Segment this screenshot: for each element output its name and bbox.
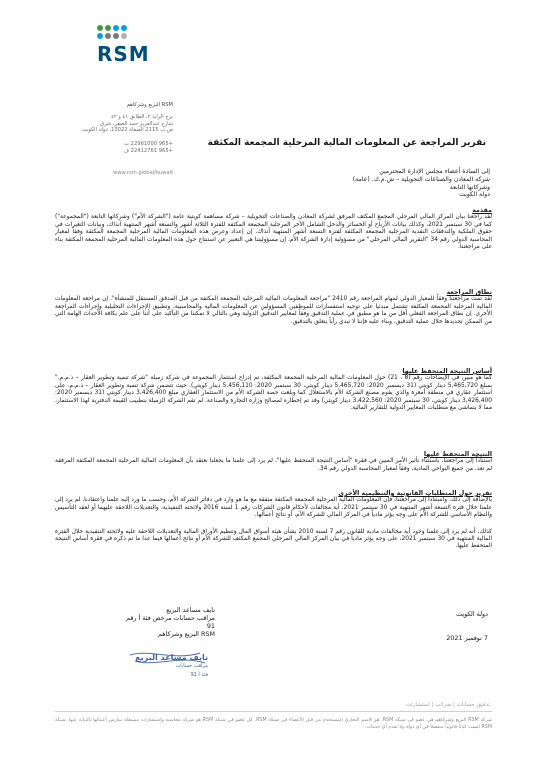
address-line: شارع عبدالعزيز حمد الصقر، شرق	[99, 120, 173, 127]
logo-dot	[121, 33, 127, 39]
logo: RSM	[97, 42, 150, 66]
section-heading: النتيجة المتحفظ عليها	[423, 451, 492, 458]
section-conclusion	[55, 451, 492, 473]
addressee-line: دولة الكويت	[459, 191, 490, 199]
address-line: برج الراية ٢، الطابق ٤١ و ٤٢	[111, 114, 173, 120]
section-text: كما هو مبين في الإيضاحات رقم (8 ، 21) حول المعلومات المالية المرحلية المجمعة المكثفة، تم إدراج استثمار المجموعة في شركة زميلة "شركة تنمية وتطوير العقار – ذ.م.م." بمبلغ 5,465,720 دينار كويتي (31 ديسمبر 2020: 5,465,720 دينار كويتي، 30 سبتمبر 2020: 5,456,110 دينار كويتي). حيث تتضمن شركة تنمية وتطوير العقار – ذ.م.م. على استثمار عقاري في منطقة أمغرة والذي يقوم مصنع الشركة الأم بالاستغلال كما وبلغت حصة الشركة الأم من الاستثمار العقاري مبلغ 3,426,400 دينار كويتي (31 ديسمبر 2020: 3,426,400 دينار كويتي، 30 سبتمبر 2020: 3,422,560 دينار كويتي) وقد تم إخطاره لمصالح وزارة التجارة والصناعة. لم تقم الشركة الزميلة بتطبيب القيمة الدفترية لهذا الاستثمار، مما لا يتماشى مع متطلبات المعايير الدولية للتقارير المالية.	[55, 375, 493, 412]
logo-dot	[105, 25, 111, 31]
section-heading: تقرير حول المتطلبات القانونية والتنظيمية الأخرى	[338, 490, 492, 497]
firm-address	[81, 114, 173, 134]
stamp-line: نايف مساعد البزيع	[135, 653, 208, 662]
address-line: ص.ب 2115 الصفاة 13022، دولة الكويت	[81, 127, 173, 134]
phone-line: +965 22961000 ت	[124, 141, 173, 147]
signatory-firm: RSM البزيع وشركاهم	[157, 630, 215, 638]
firm-website[interactable]: www.rsm.global/kuwait	[112, 170, 173, 176]
section-text: استناداً إلى مراجعتنا، باستثناء تأثير الأمر المبين في فقرة "أساس النتيجة المتحفظ عليها"، لم يرد إلى علمنا ما يجعلنا نعتقد بأن المعلومات المالية المرحلية المجمعة المكثفة المرفقة لم تعد، من جميع النواحي المادية، وفقاً لمعيار المحاسبة الدولي رقم 34.	[55, 458, 492, 472]
logo-dot	[97, 33, 103, 39]
logo-dot	[113, 25, 119, 31]
addressee	[250, 168, 490, 199]
footer-divider	[55, 711, 492, 712]
firm-name: RSM البزيع وشركاهم	[126, 102, 173, 108]
section-heading: مقدمة	[472, 207, 492, 214]
section-heading: أساس النتيجة المتحفظ عليها	[402, 368, 492, 375]
addressee-line: شركة المعادن والصناعات التحويلية – ش.م.ك. (عامة)	[352, 175, 490, 183]
signatory-license: مراقب حسابات مرخص فئة أ رقم 91	[126, 614, 215, 630]
addressee-line: إلى السادة أعضاء مجلس الإدارة المحترمين	[379, 168, 490, 175]
stamp-text	[120, 653, 208, 680]
signature-date: 7 نوفمبر 2021	[446, 634, 488, 642]
section-text-2: كذلك، أنه لم يرد إلى علمنا وجود أية مخالفات مادية للقانون رقم 7 لسنة 2010 بشأن هيئة أسواق المال وتنظيم الأوراق المالية والتعديلات اللاحقة عليه ولائحته التنفيذية خلال الفترة المالية المنتهية في 30 سبتمبر 2021، على وجه يؤثر مادياً في بيان المركز المالي المرحلي المجمع المكثف للشركة الأم أو نتائج أعمالها فيما عدا ما تم ذكره في فقرة أساس النتيجة المتحفظ عليها.	[55, 528, 493, 550]
section-text: بالإضافة إلى ذلك، واستناداً إلى مراجعتنا، فإن المعلومات المالية المرحلية المجمعة المكثفة متفقة مع ما هو وارد في دفاتر الشركة الأم، وحسب ما ورد إليه علمنا واعتقادنا، لم يرد إلى علمنا خلال فترة التسعة أشهر المنتهية في 30 سبتمبر 2021، أية مخالفات لأحكام قانون الشركات رقم 1 لسنة 2016 ولائحته التنفيذية، والتعديلات اللاحقة عليهما أو لعقد التأسيس والنظام الأساسي للشركة الأم على وجه يؤثر مادياً في المركز المالي للشركة الأم، أو نتائج أعمالها.	[55, 497, 493, 519]
logo-dot	[97, 25, 103, 31]
addressee-line: وشركاتها التابعة	[449, 183, 490, 191]
logo-dot	[105, 33, 111, 39]
section-introduction	[55, 207, 492, 251]
section-text: لقد تمت مراجعتنا وفقاً للمعيار الدولي لمهام المراجعة رقم 2410 "مراجعة المعلومات المالية المرحلية المجمعة المكثفة من قبل المدقق المستقل للمنشأة". إن مراجعة المعلومات المالية المرحلية المجمعة المكثفة تشتمل مبدئيا على توجيه استفسارات للموظفين المسؤولين عن المعلومات المالية والمحاسبية، وتطبيق الإجراءات التحليلية وإجراءات المراجعة الأخرى. إن نطاق المراجعة الفعلي أقل من ما هو مطبق في عملية التدقيق وفقاً لمعايير التدقيق الدولية وهي بالتالي لا تمكننا من التأكيد على أننا على علم بكافة الأحداث الهامة التي من الممكن تحديدها خلال عملية التدقيق، وبناء عليه فإننا لا نبدي رأياً يتعلق بالتدقيق.	[55, 296, 492, 325]
report-title: تقرير المراجعة عن المعلومات المالية المرحلية المجمعة المكثفة	[207, 138, 486, 148]
section-scope	[55, 289, 492, 326]
section-text: لقد راجعنا بيان المركز المالي المرحلي المجمع المكثف المرفق لشركة المعادن والصناعات التحويلية – شركة مساهمة كويتية عامة ("الشركة الأم") وشركاتها التابعة ("المجموعة") كما في 30 سبتمبر 2021، وكذلك بيانات الأرباح أو الخسائر والدخل الشامل الآخر المرحلية المجمعة المكثفة للفترة الثلاثة أشهر والتسعة أشهر المنتهية آنذاك، وبيانات التغيرات في حقوق الملكية والتدفقات النقدية المرحلية المجمعة المكثفة لفترة التسعة أشهر المنتهية آنذاك. إن إعداد وعرض هذه المعلومات المالية المرحلية المجمعة المكثفة وفقاً لمعيار المحاسبة الدولي رقم 34 "التقرير المالي المرحلي" من مسؤولية إدارة الشركة الأم. إن مسؤوليتنا هي التعبير عن استنتاج حول هذه المعلومات المالية المرحلية المجمعة المكثفة بناء على مراجعتنا.	[55, 214, 493, 251]
signature-block	[120, 606, 215, 638]
section-basis	[55, 368, 492, 412]
logo-dot	[113, 33, 119, 39]
footer-disclaimer: شركة RSM البزيع وشركاهم هي عضو في شبكة RSM. هو الاسم التجاري المستخدم من قبل الأعضاء في شبكة RSM. كل عضو في شبكة RSM هو شركة محاسبة واستشارات مستقلة تمارس أعمالها بالنيابة عنها. شبكة RSM ليست كياناً قانونياً منفصلاً في أي دولة ولا تقدم أي خدمات.	[55, 718, 492, 730]
section-legal	[55, 490, 492, 551]
fax-line: +965 22412761 ف	[123, 147, 173, 154]
stamp-line: فئة أ 91	[190, 672, 208, 678]
signature-place: دولة الكويت	[456, 610, 488, 618]
stamp-line: مراقب حسابات	[175, 663, 208, 669]
tagline: تدقيق حسابات | ضرائب | استشارات	[405, 702, 490, 708]
signatory-name: نايف مساعد البزيع	[166, 606, 215, 614]
signature-place-date	[318, 610, 488, 642]
logo-dot	[121, 25, 127, 31]
section-heading: نطاق المراجعة	[446, 289, 492, 296]
logo-dots	[59, 25, 129, 43]
